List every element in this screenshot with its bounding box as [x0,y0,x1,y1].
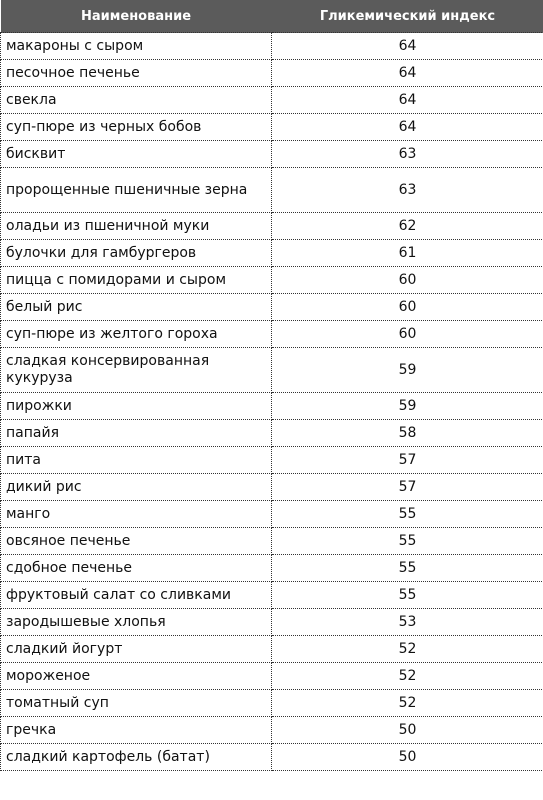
food-name-cell: суп-пюре из черных бобов [1,114,272,141]
table-header [1,0,543,33]
food-name-cell: бисквит [1,141,272,168]
food-name-cell: овсяное печенье [1,528,272,555]
food-name-cell: гречка [1,717,272,744]
glycemic-index-cell: 55 [272,555,543,582]
food-name-cell: сладкий йогурт [1,636,272,663]
table-row [1,528,543,555]
glycemic-index-cell: 60 [272,321,543,348]
food-name-cell: свекла [1,87,272,114]
food-name-cell: белый рис [1,294,272,321]
glycemic-index-cell: 52 [272,636,543,663]
glycemic-index-cell: 63 [272,141,543,168]
glycemic-index-cell: 55 [272,582,543,609]
glycemic-index-cell: 50 [272,717,543,744]
glycemic-index-cell: 64 [272,60,543,87]
table-body [1,33,543,771]
table-row [1,213,543,240]
table-row [1,501,543,528]
table-row [1,717,543,744]
glycemic-index-cell: 55 [272,528,543,555]
table-row [1,636,543,663]
table-row [1,321,543,348]
glycemic-index-cell: 57 [272,474,543,501]
glycemic-index-cell: 59 [272,393,543,420]
food-name-cell: пирожки [1,393,272,420]
table-row [1,87,543,114]
glycemic-index-cell: 64 [272,33,543,60]
table-row [1,267,543,294]
food-name-cell: папайя [1,420,272,447]
table-row [1,114,543,141]
table-row [1,348,543,393]
table-row [1,294,543,321]
table-row [1,420,543,447]
food-name-cell: пророщенные пшеничные зерна [1,168,272,213]
food-name-cell: макароны с сыром [1,33,272,60]
glycemic-index-cell: 55 [272,501,543,528]
table-row [1,33,543,60]
glycemic-index-cell: 64 [272,87,543,114]
food-name-cell: фруктовый салат со сливками [1,582,272,609]
glycemic-index-cell: 60 [272,267,543,294]
glycemic-index-cell: 59 [272,348,543,393]
food-name-cell: булочки для гамбургеров [1,240,272,267]
food-name-cell: манго [1,501,272,528]
table-row [1,141,543,168]
food-name-cell: сладкая консервированная кукуруза [1,348,272,393]
food-name-cell: песочное печенье [1,60,272,87]
glycemic-index-cell: 63 [272,168,543,213]
food-name-cell: пита [1,447,272,474]
table-row [1,168,543,213]
glycemic-index-cell: 58 [272,420,543,447]
header-row [1,0,543,33]
header-name: Наименование [1,0,272,33]
glycemic-index-cell: 52 [272,663,543,690]
glycemic-index-cell: 52 [272,690,543,717]
food-name-cell: сладкий картофель (батат) [1,744,272,771]
food-name-cell: суп-пюре из желтого гороха [1,321,272,348]
table-row [1,744,543,771]
table-row [1,474,543,501]
table-row [1,582,543,609]
food-name-cell: томатный суп [1,690,272,717]
glycemic-index-cell: 50 [272,744,543,771]
glycemic-index-cell: 60 [272,294,543,321]
food-name-cell: мороженое [1,663,272,690]
food-name-cell: оладьи из пшеничной муки [1,213,272,240]
table-row [1,609,543,636]
food-name-cell: дикий рис [1,474,272,501]
glycemic-index-cell: 53 [272,609,543,636]
food-name-cell: зародышевые хлопья [1,609,272,636]
table-row [1,447,543,474]
header-glycemic-index: Гликемический индекс [272,0,543,33]
table-row [1,240,543,267]
table-row [1,555,543,582]
table-row [1,663,543,690]
table-row [1,393,543,420]
food-name-cell: сдобное печенье [1,555,272,582]
glycemic-index-cell: 64 [272,114,543,141]
food-name-cell: пицца с помидорами и сыром [1,267,272,294]
table-row [1,60,543,87]
table-row [1,690,543,717]
glycemic-index-cell: 62 [272,213,543,240]
glycemic-index-cell: 61 [272,240,543,267]
glycemic-index-cell: 57 [272,447,543,474]
